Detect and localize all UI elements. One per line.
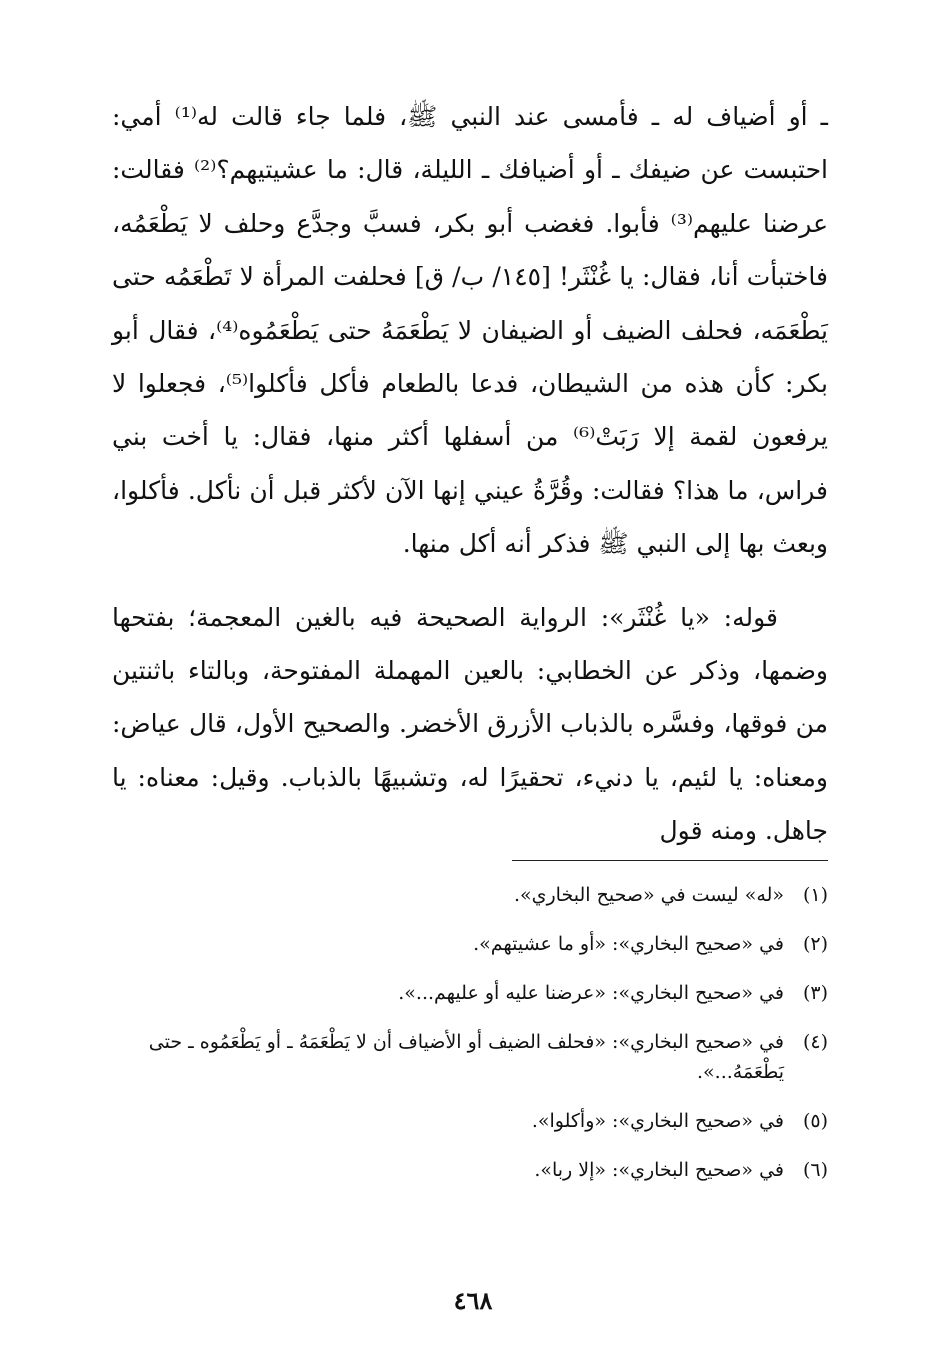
footnote-text: «له» ليست في «صحيح البخاري». bbox=[513, 884, 784, 906]
paragraph-hadith: ـ أو أضياف له ـ فأمسى عند النبي ﷺ، فلما جاء قالت له⁽¹⁾ أمي: احتبست عن ضيفك ـ أو أضيافك ـ الليلة، قال: ما عشيتيهم؟⁽²⁾ فقالت: عرضنا عليهم⁽³⁾ فأبوا. فغضب أبو بكر، فسبَّ وجدَّع وحلف لا يَطْعَمُه، فاختبأت أنا، فقال: يا غُنْثَر! [١٤٥/ ب/ ق] فحلفت المرأة لا تَطْعَمُه حتى يَطْعَمَه، فحلف الضيف أو الضيفان لا يَطْعَمَهُ حتى يَطْعَمُوه⁽⁴⁾، فقال أبو بكر: كأن هذه من الشيطان، فدعا بالطعام فأكل فأكلوا⁽⁵⁾، فجعلوا لا يرفعون لقمة إلا رَبَتْ⁽⁶⁾ من أسفلها أكثر منها، فقال: يا أخت بني فراس، ما هذا؟ فقالت: وقُرَّةُ عيني إنها الآن لأكثر قبل أن نأكل. فأكلوا، وبعث بها إلى النبي ﷺ فذكر أنه أكل منها. bbox=[112, 102, 829, 559]
footnote-number: (٣) bbox=[802, 982, 828, 1004]
footnote-text: في «صحيح البخاري»: «إلا ربا». bbox=[534, 1159, 784, 1181]
footnote-text: في «صحيح البخاري»: «عرضنا عليه أو عليهم...». bbox=[398, 982, 784, 1004]
footnote-number: (٤) bbox=[802, 1031, 828, 1053]
footnote-text: في «صحيح البخاري»: «فحلف الضيف أو الأضياف أن لا يَطْعَمَهُ ـ أو يَطْعَمُوه ـ حتى يَطْعَمَهُ...». bbox=[148, 1031, 784, 1083]
footnote-4 bbox=[112, 1027, 828, 1087]
footnote-1 bbox=[112, 880, 828, 910]
footnote-number: (٥) bbox=[802, 1110, 828, 1132]
footnote-number: (٢) bbox=[802, 933, 828, 955]
footnote-3 bbox=[112, 978, 828, 1008]
footnote-number: (١) bbox=[802, 884, 828, 906]
footnotes bbox=[112, 880, 828, 1204]
footnote-2 bbox=[112, 929, 828, 959]
footnote-divider bbox=[512, 860, 828, 861]
footnote-number: (٦) bbox=[802, 1159, 828, 1181]
main-text bbox=[112, 90, 828, 858]
paragraph-commentary: قوله: «يا غُنْثَر»: الرواية الصحيحة فيه بالغين المعجمة؛ بفتحها وضمها، وذكر عن الخطابي: بالعين المهملة المفتوحة، وبالتاء باثنتين من فوقها، وفسَّره بالذباب الأزرق الأخضر. والصحيح الأول، قال عياض: ومعناه: يا لئيم، يا دنيء، تحقيرًا له، وتشبيهًا بالذباب. وقيل: معناه: يا جاهل. ومنه قول bbox=[112, 602, 828, 846]
footnote-6 bbox=[112, 1155, 828, 1185]
footnote-text: في «صحيح البخاري»: «وأكلوا». bbox=[531, 1110, 784, 1132]
footnote-text: في «صحيح البخاري»: «أو ما عشيتهم». bbox=[473, 933, 784, 955]
page-number: ٤٦٨ bbox=[453, 1286, 493, 1315]
footnote-5 bbox=[112, 1106, 828, 1136]
